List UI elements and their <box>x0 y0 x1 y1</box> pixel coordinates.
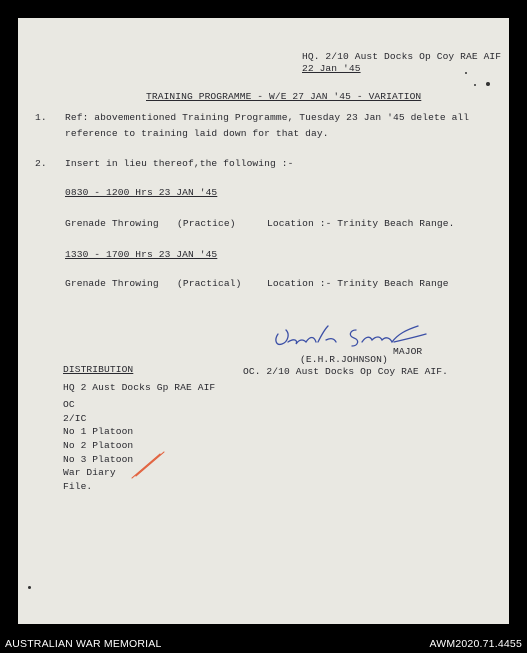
distribution-item: File. <box>63 481 93 492</box>
document-title: TRAINING PROGRAMME - W/E 27 JAN '45 - VARIATION <box>146 91 422 102</box>
distribution-item: 2/IC <box>63 413 87 424</box>
signatory-rank: MAJOR <box>393 346 423 357</box>
footer-accession-number: AWM2020.71.4455 <box>429 638 522 650</box>
session2-type: (Practical) <box>177 278 242 289</box>
header-unit: HQ. 2/10 Aust Docks Op Coy RAE AIF <box>302 51 502 62</box>
ink-speck <box>465 72 467 74</box>
distribution-heading: DISTRIBUTION <box>63 364 134 375</box>
distribution-item: War Diary <box>63 467 116 478</box>
session1-type: (Practice) <box>177 218 236 229</box>
para1-number: 1. <box>35 112 47 123</box>
ink-speck <box>28 586 31 589</box>
ink-speck <box>474 84 476 86</box>
session2-location: Location :- Trinity Beach Range <box>267 278 449 289</box>
session2-activity: Grenade Throwing <box>65 278 159 289</box>
distribution-item: HQ 2 Aust Docks Gp RAE AIF <box>63 382 216 393</box>
ink-speck <box>486 82 490 86</box>
session1-location: Location :- Trinity Beach Range. <box>267 218 455 229</box>
session2-time: 1330 - 1700 Hrs 23 JAN '45 <box>65 249 218 260</box>
signatory-name: (E.H.R.JOHNSON) <box>300 354 388 365</box>
distribution-item: OC <box>63 399 75 410</box>
distribution-item: No 1 Platoon <box>63 426 134 437</box>
para2-number: 2. <box>35 158 47 169</box>
para1-line2: reference to training laid down for that day. <box>65 128 329 139</box>
para2-line1: Insert in lieu thereof,the following :- <box>65 158 294 169</box>
session1-time: 0830 - 1200 Hrs 23 JAN '45 <box>65 187 218 198</box>
document-page <box>18 18 509 624</box>
header-date: 22 Jan '45 <box>302 63 361 74</box>
session1-activity: Grenade Throwing <box>65 218 159 229</box>
check-mark-icon <box>130 450 170 480</box>
distribution-item: No 3 Platoon <box>63 454 134 465</box>
para1-line1: Ref: abovementioned Training Programme, Tuesday 23 Jan '45 delete all <box>65 112 470 123</box>
footer-archive-name: AUSTRALIAN WAR MEMORIAL <box>5 638 162 650</box>
signatory-role: OC. 2/10 Aust Docks Op Coy RAE AIF. <box>243 366 449 377</box>
distribution-item: No 2 Platoon <box>63 440 134 451</box>
